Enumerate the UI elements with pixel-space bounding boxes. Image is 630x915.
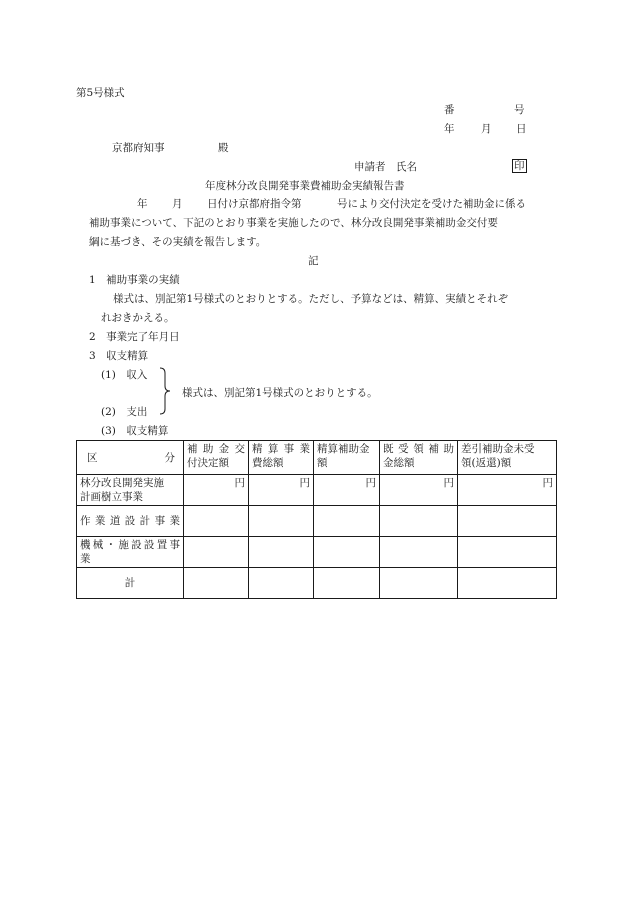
header-unreceived-amount-l1: 差引補助金未受	[461, 443, 535, 455]
header-received-total-l2: 金総額	[383, 457, 415, 469]
row-label-l2: 業	[80, 553, 91, 565]
row-label-l1: 機械・施設設置事	[80, 539, 180, 551]
header-settled-grant-l1: 精算補助金	[317, 443, 370, 455]
section-1-text-2: れおきかえる。	[101, 312, 175, 324]
table-cell	[314, 568, 380, 599]
section-3-title: 3 収支精算	[89, 350, 149, 362]
row-label	[77, 475, 184, 506]
month-label: 月	[481, 123, 492, 135]
table-cell	[314, 537, 380, 568]
table-cell	[249, 537, 314, 568]
row-label-l1: 作業道設計事業	[80, 515, 180, 527]
unit-yen: 円	[249, 475, 314, 506]
table-cell	[314, 506, 380, 537]
section-1-title: 1 補助事業の実績	[89, 274, 180, 286]
table-cell	[380, 537, 458, 568]
unit-yen: 円	[458, 475, 557, 506]
document-title: 年度林分改良開発事業費補助金実績報告書	[205, 180, 405, 192]
unit-yen: 円	[380, 475, 458, 506]
table-cell	[249, 506, 314, 537]
section-3-brace-text: 様式は、別記第1号様式のとおりとする。	[182, 387, 378, 399]
seal-mark	[512, 159, 527, 173]
year-label: 年	[444, 123, 455, 135]
unit-yen: 円	[314, 475, 380, 506]
day-label: 日	[516, 123, 527, 135]
table-cell	[184, 506, 249, 537]
settlement-table	[76, 440, 557, 599]
header-settled-grant	[314, 441, 380, 475]
header-received-total-l1: 既受領補助	[383, 443, 454, 455]
row-label-total: 計	[77, 568, 184, 599]
table-header-row	[77, 441, 557, 475]
body-number-text: 号により交付決定を受けた補助金に係る	[337, 198, 526, 210]
row-label	[77, 537, 184, 568]
table-cell	[458, 537, 557, 568]
table-cell	[380, 568, 458, 599]
body-year: 年	[137, 198, 148, 210]
table-row	[77, 475, 557, 506]
section-3-item-3: (3) 収支精算	[101, 425, 169, 437]
header-received-total	[380, 441, 458, 475]
row-label-l1: 林分改良開発実施	[80, 477, 164, 489]
header-category	[77, 441, 184, 475]
header-grant-decision-l1: 補助金交	[187, 443, 245, 455]
row-label-l2: 計画樹立事業	[80, 491, 143, 503]
section-2-title: 2 事業完了年月日	[89, 331, 180, 343]
number-suffix: 号	[514, 104, 525, 116]
row-label	[77, 506, 184, 537]
header-category-bun: 分	[164, 451, 175, 464]
unit-yen: 円	[184, 475, 249, 506]
body-line-2: 補助事業について、下記のとおり事業を実施したので、林分改良開発事業補助金交付要	[89, 217, 498, 229]
table-cell	[184, 568, 249, 599]
applicant-label: 申請者 氏名	[354, 161, 417, 173]
table-cell	[249, 568, 314, 599]
header-settled-cost-l1: 精算事業	[252, 443, 310, 455]
table-cell	[458, 506, 557, 537]
section-1-text-1: 様式は、別記第1号様式のとおりとする。ただし、予算などは、精算、実績とそれぞ	[113, 293, 509, 305]
body-day-text: 日付け京都府指令第	[207, 198, 302, 210]
table-row	[77, 537, 557, 568]
ki-marker: 記	[308, 255, 319, 267]
addressee-honorific: 殿	[218, 142, 229, 154]
header-settled-cost-l2: 費総額	[252, 457, 284, 469]
table-cell	[458, 568, 557, 599]
header-settled-grant-l2: 額	[317, 457, 328, 469]
section-3-item-1: (1) 収入	[101, 369, 148, 381]
header-grant-decision	[184, 441, 249, 475]
header-grant-decision-l2: 付決定額	[187, 457, 229, 469]
header-unreceived-amount	[458, 441, 557, 475]
table-total-row	[77, 568, 557, 599]
header-settled-cost	[249, 441, 314, 475]
body-line-3: 綱に基づき、その実績を報告します。	[89, 236, 267, 248]
brace-icon	[158, 367, 172, 415]
section-3-item-2: (2) 支出	[101, 406, 148, 418]
addressee-name: 京都府知事	[112, 142, 165, 154]
number-label: 番	[444, 104, 455, 116]
table-cell	[184, 537, 249, 568]
header-unreceived-amount-l2: 領(返還)額	[461, 457, 512, 469]
form-number: 第5号様式	[76, 87, 125, 99]
header-category-ku: 区	[87, 451, 98, 464]
body-month: 月	[172, 198, 183, 210]
table-row	[77, 506, 557, 537]
table-cell	[380, 506, 458, 537]
seal-text: 印	[514, 160, 525, 172]
